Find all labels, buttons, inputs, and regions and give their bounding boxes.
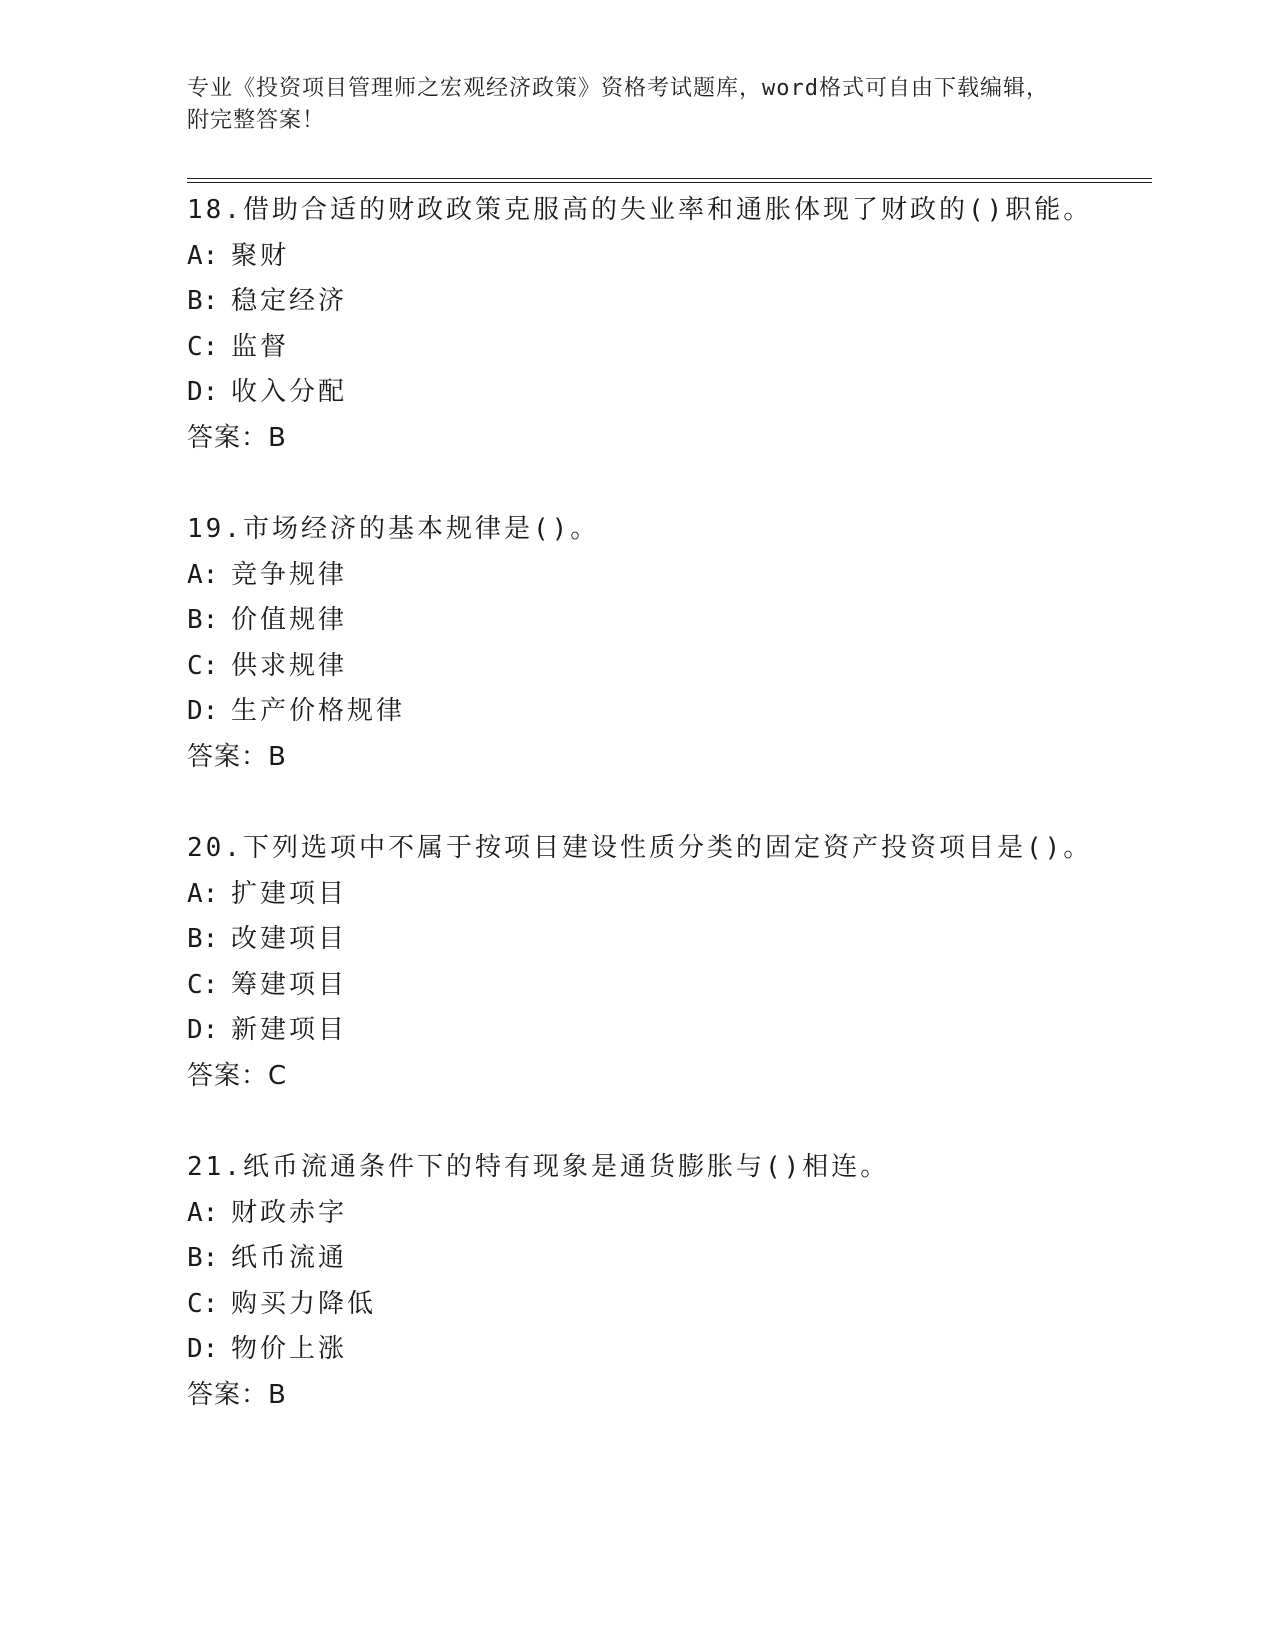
option-letter: D: bbox=[187, 696, 219, 726]
option-letter: A: bbox=[187, 1197, 219, 1228]
option-d bbox=[187, 689, 1152, 735]
header-note: 专业《投资项目管理师之宏观经济政策》资格考试题库，word格式可自由下载编辑，附完整答案！ bbox=[187, 76, 1049, 133]
option-d bbox=[187, 370, 1152, 416]
option-b bbox=[187, 917, 1152, 963]
question-18 bbox=[187, 188, 1152, 461]
answer: 答案：B bbox=[187, 1379, 287, 1410]
answer: 答案：B bbox=[187, 741, 287, 772]
option-text: 收入分配 bbox=[231, 377, 348, 407]
option-letter: A: bbox=[187, 559, 219, 590]
option-letter: B: bbox=[187, 605, 219, 635]
option-text: 生产价格规律 bbox=[231, 696, 406, 726]
option-letter: B: bbox=[187, 286, 219, 316]
question-stem: 19.市场经济的基本规律是()。 bbox=[187, 514, 600, 544]
option-a bbox=[187, 1191, 1152, 1237]
option-letter: C: bbox=[187, 650, 219, 681]
option-text: 物价上涨 bbox=[231, 1334, 348, 1364]
option-b bbox=[187, 598, 1152, 644]
option-d bbox=[187, 1327, 1152, 1373]
question-stem: 18.借助合适的财政政策克服高的失业率和通胀体现了财政的()职能。 bbox=[187, 195, 1093, 225]
option-letter: D: bbox=[187, 1015, 219, 1045]
option-text: 财政赤字 bbox=[231, 1197, 348, 1228]
option-text: 纸币流通 bbox=[231, 1243, 348, 1273]
option-text: 新建项目 bbox=[231, 1015, 348, 1045]
option-b bbox=[187, 279, 1152, 325]
header-divider-top bbox=[187, 178, 1152, 179]
option-letter: D: bbox=[187, 1334, 219, 1364]
answer: 答案：B bbox=[187, 422, 287, 453]
option-letter: D: bbox=[187, 377, 219, 407]
question-stem: 21.纸币流通条件下的特有现象是通货膨胀与()相连。 bbox=[187, 1152, 890, 1182]
option-letter: A: bbox=[187, 240, 219, 271]
option-a bbox=[187, 553, 1152, 599]
option-text: 价值规律 bbox=[231, 605, 348, 635]
option-letter: B: bbox=[187, 1243, 219, 1273]
option-c bbox=[187, 644, 1152, 690]
option-c bbox=[187, 1282, 1152, 1328]
option-text: 扩建项目 bbox=[231, 878, 348, 909]
answer: 答案：C bbox=[187, 1060, 288, 1091]
question-21 bbox=[187, 1145, 1152, 1418]
option-text: 改建项目 bbox=[231, 924, 348, 954]
header-divider-bottom bbox=[187, 182, 1152, 183]
option-c bbox=[187, 963, 1152, 1009]
option-text: 监督 bbox=[231, 331, 290, 362]
option-d bbox=[187, 1008, 1152, 1054]
option-text: 稳定经济 bbox=[231, 286, 348, 316]
option-text: 竞争规律 bbox=[231, 559, 348, 590]
option-text: 聚财 bbox=[231, 240, 290, 271]
option-c bbox=[187, 325, 1152, 371]
option-letter: C: bbox=[187, 969, 219, 1000]
option-text: 购买力降低 bbox=[231, 1288, 377, 1319]
option-text: 筹建项目 bbox=[231, 969, 348, 1000]
option-b bbox=[187, 1236, 1152, 1282]
option-text: 供求规律 bbox=[231, 650, 348, 681]
option-a bbox=[187, 872, 1152, 918]
option-letter: C: bbox=[187, 331, 219, 362]
question-20 bbox=[187, 826, 1152, 1099]
question-19 bbox=[187, 507, 1152, 780]
option-letter: C: bbox=[187, 1288, 219, 1319]
question-stem: 20.下列选项中不属于按项目建设性质分类的固定资产投资项目是()。 bbox=[187, 833, 1093, 863]
question-list bbox=[187, 188, 1152, 1418]
option-letter: B: bbox=[187, 924, 219, 954]
option-a bbox=[187, 234, 1152, 280]
option-letter: A: bbox=[187, 878, 219, 909]
